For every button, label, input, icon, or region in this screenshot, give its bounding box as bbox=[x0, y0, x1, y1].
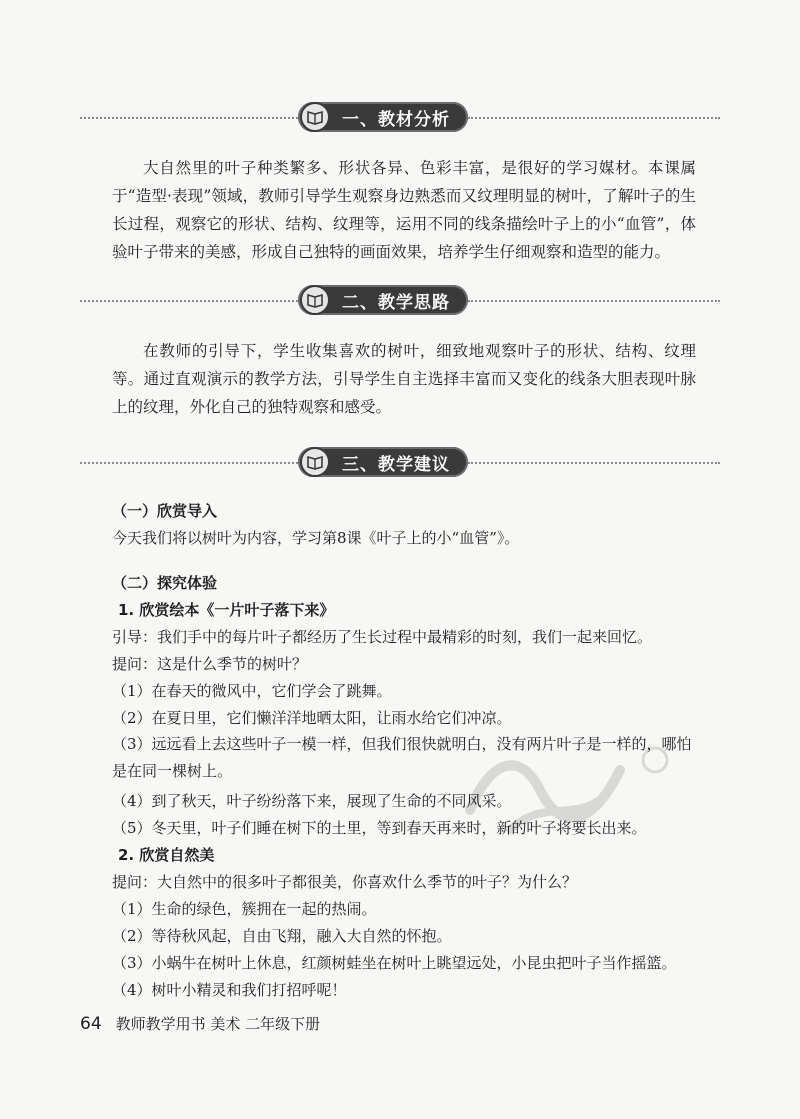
book-icon bbox=[300, 285, 330, 315]
part1-text: 今天我们将以树叶为内容，学习第8课《叶子上的小“血管”》。 bbox=[112, 529, 520, 547]
dotted-divider bbox=[468, 462, 720, 464]
section-pill bbox=[298, 447, 468, 477]
dotted-divider bbox=[468, 300, 720, 302]
dotted-divider bbox=[80, 462, 298, 464]
sub1-line: （5）冬天里，叶子们睡在树下的土里，等到春天再来时，新的叶子将要长出来。 bbox=[112, 819, 647, 837]
section-header-suggestions bbox=[80, 445, 720, 481]
thinking-paragraph: 在教师的引导下，学生收集喜欢的树叶，细致地观察叶子的形状、结构、纹理等。通过直观演示的教学方法，引导学生自主选择丰富而又变化的线条大胆表现叶脉上的纹理，外化自己的独特观察和感受。 bbox=[112, 342, 696, 416]
sub2-line: （4）树叶小精灵和我们打招呼呢！ bbox=[112, 981, 347, 999]
part1-title: （一）欣赏导入 bbox=[112, 502, 218, 520]
section-header-analysis bbox=[80, 100, 720, 136]
sub1-line: （3）远远看上去这些叶子一模一样，但我们很快就明白，没有两片叶子是一样的，哪怕是在同一棵树上。 bbox=[112, 735, 692, 780]
section-pill bbox=[298, 102, 468, 132]
sub2-line: （2）等待秋风起，自由飞翔，融入大自然的怀抱。 bbox=[112, 927, 452, 945]
book-icon bbox=[300, 447, 330, 477]
book-title: 教师教学用书 美术 二年级下册 bbox=[115, 1015, 321, 1033]
sub1-line: 引导：我们手中的每片叶子都经历了生长过程中最精彩的时刻，我们一起来回忆。 bbox=[112, 628, 653, 646]
section-pill bbox=[298, 285, 468, 315]
sub1-line: （2）在夏日里，它们懒洋洋地晒太阳，让雨水给它们冲凉。 bbox=[112, 709, 512, 727]
book-icon bbox=[300, 102, 330, 132]
page-footer bbox=[80, 1013, 320, 1034]
sub2-line: 提问：大自然中的很多叶子都很美，你喜欢什么季节的叶子？为什么？ bbox=[112, 873, 578, 891]
dotted-divider bbox=[468, 117, 720, 119]
section-title: 二、教学思路 bbox=[342, 292, 450, 313]
sub1-title: 1. 欣赏绘本《一片叶子落下来》 bbox=[118, 601, 335, 619]
sub2-line: （1）生命的绿色，簇拥在一起的热闹。 bbox=[112, 900, 377, 918]
page-number: 64 bbox=[80, 1014, 102, 1034]
sub1-line: 提问：这是什么季节的树叶？ bbox=[112, 655, 308, 673]
sub2-line: （3）小蜗牛在树叶上休息，红颜树蛙坐在树叶上眺望远处，小昆虫把叶子当作摇篮。 bbox=[112, 954, 677, 972]
section-title: 三、教学建议 bbox=[342, 454, 450, 475]
dotted-divider bbox=[80, 300, 298, 302]
sub1-line: （1）在春天的微风中，它们学会了跳舞。 bbox=[112, 682, 392, 700]
sub2-title: 2. 欣赏自然美 bbox=[118, 846, 215, 864]
part2-title: （二）探究体验 bbox=[112, 574, 218, 592]
section-title: 一、教材分析 bbox=[342, 109, 450, 130]
sub1-line: （4）到了秋天，叶子纷纷落下来，展现了生命的不同风采。 bbox=[112, 792, 512, 810]
analysis-paragraph: 大自然里的叶子种类繁多、形状各异、色彩丰富，是很好的学习媒材。本课属于“造型·表现”领域，教师引导学生观察身边熟悉而又纹理明显的树叶，了解叶子的生长过程，观察它的形状、结构、纹理等，运用不同的线条描绘叶子上的小“血管”，体验叶子带来的美感，形成自己独特的画面效果，培养学生仔细观察和造型的能力。 bbox=[112, 159, 696, 261]
dotted-divider bbox=[80, 117, 298, 119]
section-header-thinking bbox=[80, 283, 720, 319]
